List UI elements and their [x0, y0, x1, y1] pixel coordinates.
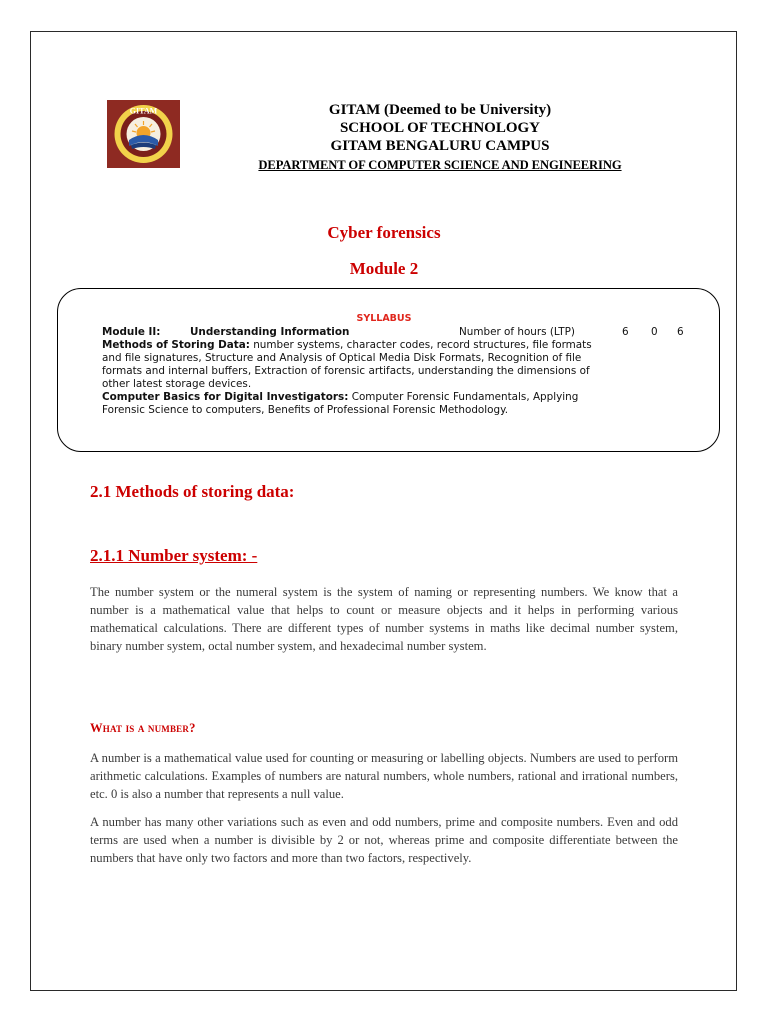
- syllabus-methods-line-3: formats and internal buffers, Extraction of forensic artifacts, understanding the dimensions of: [102, 365, 590, 377]
- svg-text:GITAM: GITAM: [129, 106, 158, 116]
- department-name: DEPARTMENT OF COMPUTER SCIENCE AND ENGINEERING: [258, 158, 622, 172]
- paragraph-number-system: The number system or the numeral system is the system of naming or representing numbers. We know that a number is a mathematical value that helps to count or measure objects and it helps in performing various mathematical calculations. There are different types of number systems in maths like decimal number system, binary number system, octal number system, and hexadecimal number system.: [90, 585, 678, 653]
- syllabus-hours-t: 0: [651, 326, 658, 338]
- paragraph-number-definition: A number is a mathematical value used for counting or measuring or labelling objects. Numbers are used to perform arithmetic calculations. Examples of numbers are natural numbers, whole numbers, rational and irrational numbers, etc. 0 is also a number that represents a null value.: [90, 751, 678, 801]
- what-is-a-number-heading: What is a number?: [90, 721, 196, 735]
- school-name: SCHOOL OF TECHNOLOGY: [339, 120, 541, 136]
- module-title: Module 2: [349, 259, 419, 278]
- syllabus-methods-line-2: and file signatures, Structure and Analysis of Optical Media Disk Formats, Recognition of file: [102, 352, 582, 364]
- syllabus-hours-p: 6: [677, 326, 684, 338]
- syllabus-hours-label: Number of hours (LTP): [459, 326, 575, 338]
- syllabus-methods-line-4: other latest storage devices.: [102, 378, 252, 390]
- course-title: Cyber forensics: [327, 223, 441, 242]
- syllabus-heading: SYLLABUS: [356, 313, 412, 324]
- paragraph-number-variations: A number has many other variations such as even and odd numbers, prime and composite numbers. Even and odd terms are used when a number is divisible by 2 or not, whereas prime and composite differentiate between the numbers that have only two factors and more than two factors, respectively.: [90, 815, 678, 865]
- syllabus-methods-line-1: Methods of Storing Data: number systems, character codes, record structures, file formats: [102, 339, 592, 351]
- syllabus-hours-l: 6: [622, 326, 629, 338]
- campus-name: GITAM BENGALURU CAMPUS: [330, 138, 550, 154]
- section-heading-2-1-1: 2.1.1 Number system: -: [90, 546, 258, 565]
- section-heading-2-1: 2.1 Methods of storing data:: [90, 482, 295, 501]
- gitam-logo-emblem: [107, 100, 180, 168]
- syllabus-module-label: Module II:: [102, 326, 161, 338]
- syllabus-module-name: Understanding Information: [190, 326, 350, 338]
- document-header: [240, 101, 640, 173]
- university-name: GITAM (Deemed to be University): [328, 102, 552, 118]
- gitam-logo: [107, 100, 180, 168]
- syllabus-basics-line-2: Forensic Science to computers, Benefits of Professional Forensic Methodology.: [102, 404, 509, 416]
- syllabus-basics-line-1: Computer Basics for Digital Investigators: Computer Forensic Fundamentals, Applying: [102, 391, 579, 403]
